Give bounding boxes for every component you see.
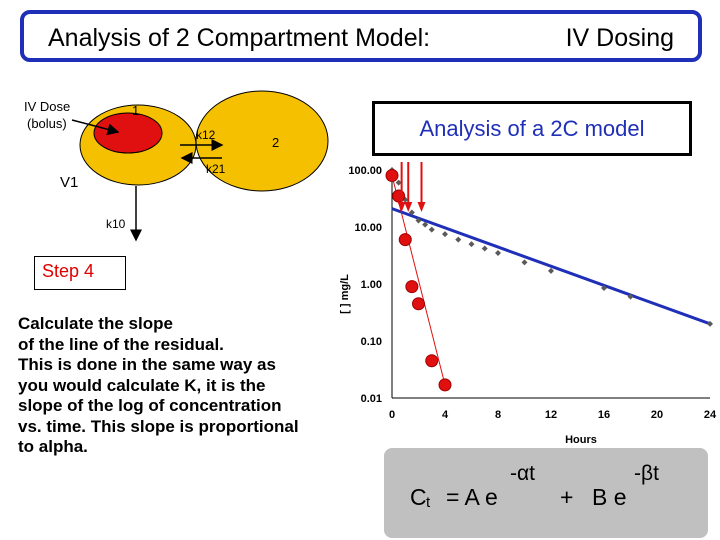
observed-data-point: [482, 245, 488, 251]
equation-exponent-beta: -βt: [634, 462, 659, 485]
terminal-fit-line: [392, 209, 710, 324]
observed-data-point: [442, 231, 448, 237]
compartment-diagram: [0, 90, 340, 250]
concentration-chart: [328, 158, 720, 448]
equation-a-term: = A e: [446, 484, 498, 510]
compartment-1-label: 1: [132, 103, 140, 118]
slide-title: Analysis of 2 Compartment Model:: [48, 24, 431, 52]
compartment-2-label: 2: [272, 135, 280, 150]
x-tick-label: 24: [703, 409, 717, 421]
y-tick-label: 100.00: [348, 165, 382, 177]
dose-blob-shape: [94, 113, 162, 153]
y-tick-label: 1.00: [360, 279, 382, 291]
observed-data-point: [469, 241, 475, 247]
x-tick-label: 12: [544, 409, 558, 421]
equation-exponent-alpha: -αt: [510, 462, 535, 485]
residual-data-point: [413, 298, 425, 310]
chart-header: Analysis of a 2C model: [372, 101, 692, 156]
observed-data-point: [429, 227, 435, 233]
equation-box: [384, 448, 708, 538]
observed-data-point: [522, 259, 528, 265]
residual-data-point: [406, 281, 418, 293]
equation-plus: +: [560, 484, 574, 510]
x-tick-label: 4: [441, 409, 449, 421]
observed-data-point: [548, 268, 554, 274]
residual-data-point: [426, 355, 438, 367]
k10-label: k10: [106, 217, 126, 231]
x-tick-label: 0: [388, 409, 396, 421]
observed-data-point: [495, 250, 501, 256]
red-arrow-head: [418, 202, 426, 212]
dose-label-line2: (bolus): [27, 116, 67, 131]
volume-label: V1: [60, 174, 79, 191]
x-tick-label: 20: [650, 409, 664, 421]
slide-subtitle: IV Dosing: [565, 24, 674, 52]
residual-data-point: [439, 379, 451, 391]
x-axis-label: Hours: [565, 434, 597, 446]
residual-data-point: [393, 190, 405, 202]
title-banner: [20, 10, 702, 62]
compartment-2-shape: [196, 91, 328, 191]
y-axis-label: [ ] mg/L: [339, 274, 351, 314]
y-tick-label: 0.01: [360, 393, 382, 405]
k21-label: k21: [206, 162, 226, 176]
k12-label: k12: [196, 128, 216, 142]
step-description: Calculate the slope of the line of the residual. This is done in the same way as you would calculate K, it is the slope of the log of concentration vs. time. This slope is proportional to alpha.: [18, 314, 299, 456]
equation-c: C: [410, 484, 427, 510]
equation-b-term: B e: [592, 484, 627, 510]
equation-subscript-t: t: [426, 494, 431, 511]
step-label: Step 4: [34, 256, 126, 290]
residual-data-point: [399, 234, 411, 246]
dose-label-line1: IV Dose: [24, 99, 71, 114]
x-tick-label: 8: [494, 409, 502, 421]
observed-data-point: [455, 237, 461, 243]
y-tick-label: 0.10: [360, 336, 382, 348]
x-tick-label: 16: [597, 409, 611, 421]
y-tick-label: 10.00: [354, 222, 382, 234]
residual-data-point: [386, 170, 398, 182]
